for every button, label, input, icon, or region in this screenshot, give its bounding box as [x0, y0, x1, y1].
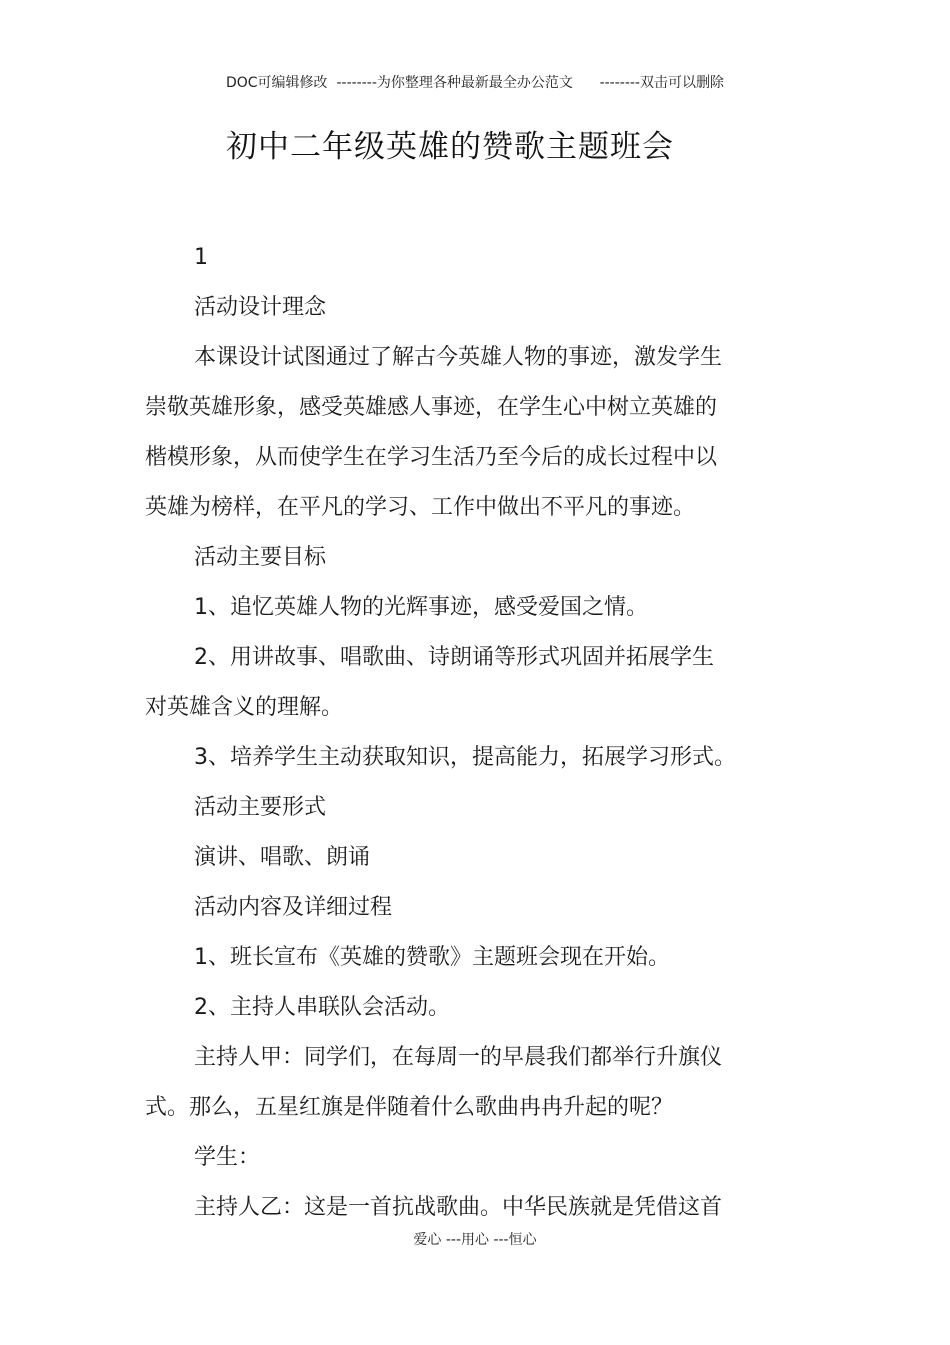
- list-item: 1、班长宣布《英雄的赞歌》主题班会现在开始。: [194, 945, 670, 970]
- paragraph-line: 崇敬英雄形象，感受英雄感人事迹，在学生心中树立英雄的: [145, 395, 718, 420]
- section-heading-process: 活动内容及详细过程: [194, 895, 393, 920]
- paragraph-line: 英雄为榜样，在平凡的学习、工作中做出不平凡的事迹。: [145, 495, 696, 520]
- dialogue-line: 主持人乙：这是一首抗战歌曲。中华民族就是凭借这首: [194, 1195, 723, 1220]
- page-header: DOC可编辑修改 --------为你整理各种最新最全办公范文 --------双击可以删除: [225, 75, 724, 91]
- section-heading-design-concept: 活动设计理念: [194, 295, 327, 320]
- list-item: 1、追忆英雄人物的光辉事迹，感受爱国之情。: [194, 595, 648, 620]
- paragraph-line: 本课设计试图通过了解古今英雄人物的事迹，激发学生: [194, 345, 723, 370]
- page-footer: 爱心 ---用心 ---恒心: [413, 1232, 537, 1248]
- dialogue-line: 学生：: [194, 1145, 261, 1170]
- document-body: [145, 238, 750, 1238]
- paragraph-line: 楷模形象，从而使学生在学习生活乃至今后的成长过程中以: [145, 445, 718, 470]
- list-item: 2、用讲故事、唱歌曲、诗朗诵等形式巩固并拓展学生: [194, 645, 714, 670]
- section-number: 1: [194, 245, 208, 270]
- paragraph-line: 演讲、唱歌、朗诵: [194, 845, 371, 870]
- list-item: 2、主持人串联队会活动。: [194, 995, 450, 1020]
- document-title: 初中二年级英雄的赞歌主题班会: [226, 129, 674, 165]
- dialogue-line: 主持人甲：同学们，在每周一的早晨我们都举行升旗仪: [194, 1045, 723, 1070]
- list-item-continuation: 对英雄含义的理解。: [145, 695, 344, 720]
- section-heading-forms: 活动主要形式: [194, 795, 327, 820]
- section-heading-goals: 活动主要目标: [194, 545, 327, 570]
- dialogue-line-continuation: 式。那么，五星红旗是伴随着什么歌曲冉冉升起的呢？: [145, 1095, 674, 1120]
- list-item: 3、培养学生主动获取知识，提高能力，拓展学习形式。: [194, 745, 736, 770]
